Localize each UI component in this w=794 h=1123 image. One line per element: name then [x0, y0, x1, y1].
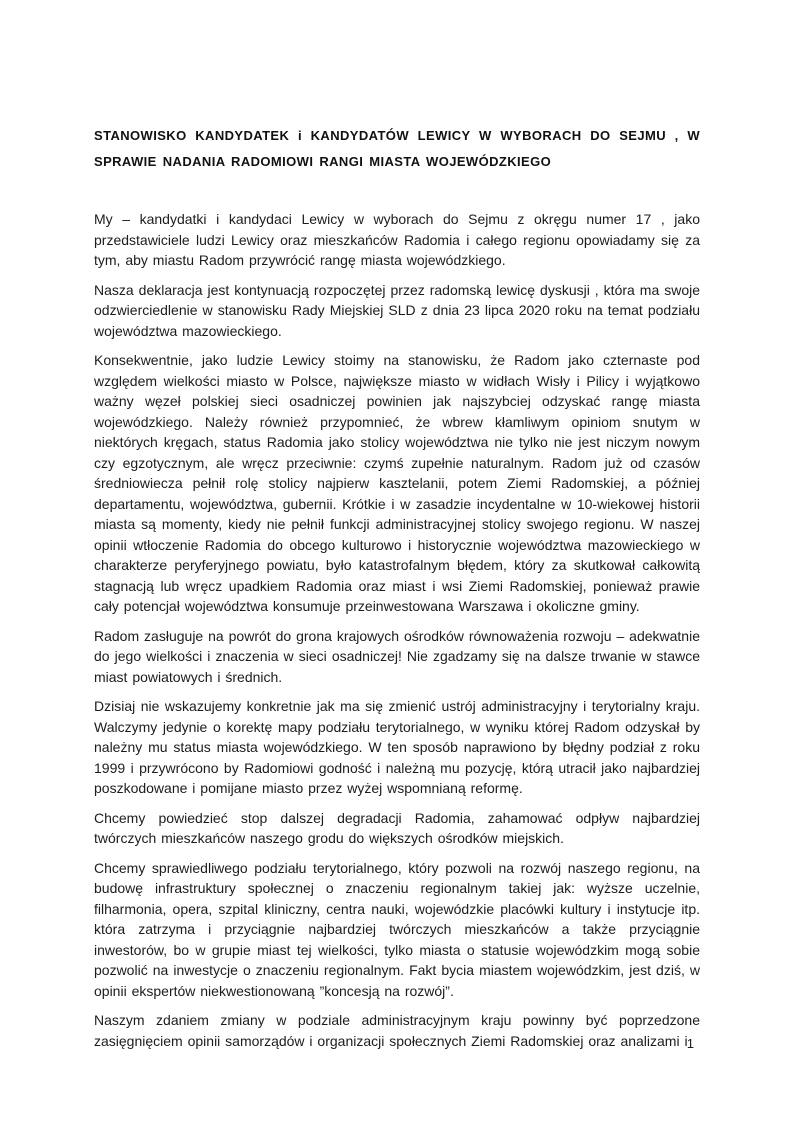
document-title: STANOWISKO KANDYDATEK i KANDYDATÓW LEWICY W WYBORACH DO SEJMU , W SPRAWIE NADANIA RADOMIOWI RANGI MIASTA WOJEWÓDZKIEGO [94, 128, 700, 169]
paragraph-declaration: Nasza deklaracja jest kontynuacją rozpoczętej przez radomską lewicę dyskusji , która ma swoje odzwierciedlenie w stanowisku Rady Miejskiej SLD z dnia 23 lipca 2020 roku na temat podziału województwa mazowieckiego. [94, 281, 700, 339]
paragraph-map-correction: Dzisiaj nie wskazujemy konkretnie jak ma się zmienić ustrój administracyjny i terytorialny kraju. Walczymy jedynie o korektę mapy podziału terytorialnego, w wyniku której Radom odzyskał by należny mu status miasta wojewódzkiego. W ten sposób naprawiono by błędny podział z roku 1999 i przywrócono by Radomiowi godność i należną mu pozycję, którą utracił jako najbardziej poszkodowane i pomijane miasto przez wyżej wspomnianą reformę. [94, 698, 700, 796]
paragraph-intro: My – kandydatki i kandydaci Lewicy w wyborach do Sejmu z okręgu numer 17 , jako przedstawiciele ludzi Lewicy oraz mieszkańców Radomia i całego regionu opowiadamy się za tym, aby miastu Radom przywrócić rangę miasta wojewódzkiego. [94, 211, 700, 268]
page-number: 1 [686, 1036, 694, 1051]
paragraph-history: Konsekwentnie, jako ludzie Lewicy stoimy na stanowisku, że Radom jako czternaste pod względem wielkości miasto w Polsce, największe miasto w widłach Wisły i Pilicy i wyjątkowo ważny węzeł polskiej sieci osadniczej powinien jak najszybciej odzyskać rangę miasta wojewódzkiego. Należy również przypomnieć, że wbrew kłamliwym opiniom snutym w niektórych kręgach, status Radomia jako stolicy województwa nie tylko nie jest niczym nowym czy egzotycznym, ale wręcz przeciwnie: czymś zupełnie naturalnym. Radom już od czasów średniowiecza pełnił rolę stolicy najpierw kasztelanii, potem Ziemi Radomskiej, a później departamentu, województwa, gubernii. Krótkie i w zasadzie incydentalne w 10-wiekowej historii miasta są momenty, kiedy nie pełnił funkcji administracyjnej stolicy swojego regionu. W naszej opinii wtłoczenie Radomia do obcego kulturowo i historycznie województwa mazowieckiego w charakterze peryferyjnego powiatu, było katastrofalnym błędem, który za skutkował całkowitą stagnacją lub wręcz upadkiem Radomia oraz miast i wsi Ziemi Radomskiej, ponieważ prawie cały potencjał województwa konsumuje przeinwestowana Warszawa i okoliczne gminy. [94, 352, 700, 614]
paragraph-consultations: Naszym zdaniem zmiany w podziale administracyjnym kraju powinny być poprzedzone zasięgnięciem opinii samorządów i organizacji społecznych Ziemi Radomskiej oraz analizami i [94, 1012, 700, 1049]
paragraph-deserves-return: Radom zasługuje na powrót do grona krajowych ośrodków równoważenia rozwoju – adekwatnie do jego wielkości i znaczenia w sieci osadniczej! Nie zgadzamy się na dalsze trwanie w stawce miast powiatowych i średnich. [94, 627, 700, 685]
paragraph-stop-degradation: Chcemy powiedzieć stop dalszej degradacji Radomia, zahamować odpływ najbardziej twórczych mieszkańców naszego grodu do większych ośrodków miejskich. [94, 809, 700, 846]
paragraph-fair-division: Chcemy sprawiedliwego podziału terytorialnego, który pozwoli na rozwój naszego regionu, na budowę infrastruktury społecznej o znaczeniu regionalnym takiej jak: wyższe uczelnie, filharmonia, opera, szpital kliniczny, centra nauki, wojewódzkie placówki kultury i instytucje itp. która zatrzyma i przyciągnie najbardziej twórczych mieszkańców a także przyciągnie inwestorów, bo w grupie miast tej wielkości, tylko miasta o statusie wojewódzkim mogą sobie pozwolić na inwestycje o znaczeniu regionalnym. Fakt bycia miastem wojewódzkim, jest dziś, w opinii ekspertów niekwestionowaną ”koncesją na rozwój”. [94, 859, 700, 999]
